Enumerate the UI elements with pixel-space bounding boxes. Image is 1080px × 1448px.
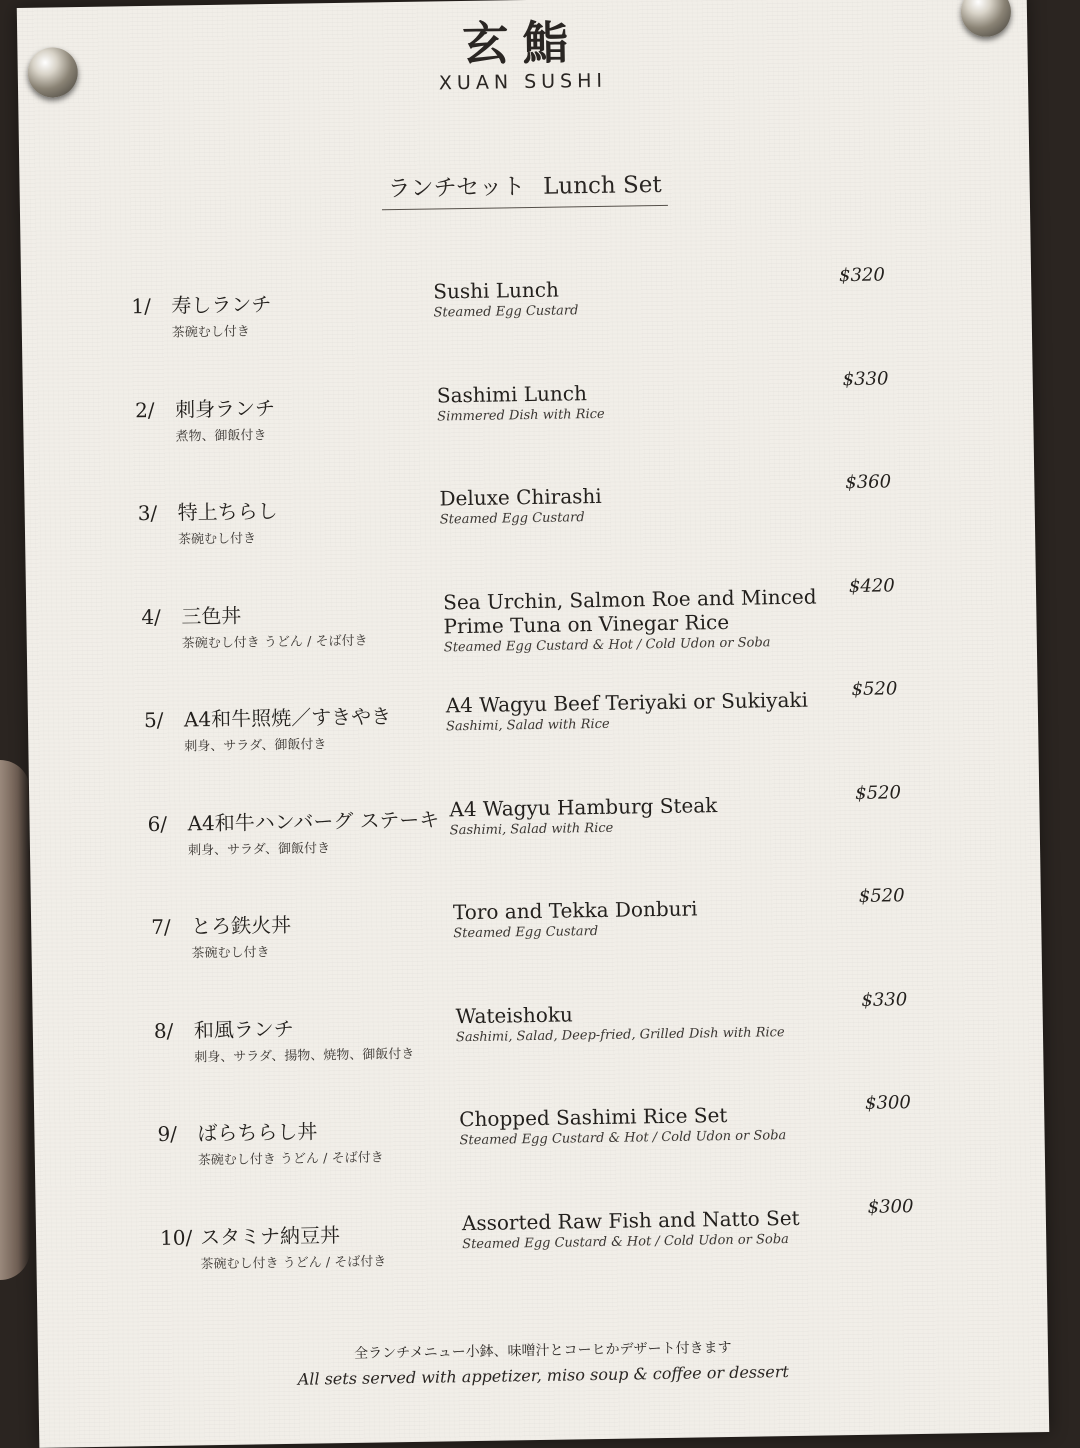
item-description-en: Steamed Egg Custard	[453, 924, 599, 942]
item-description-jp: 煮物、御飯付き	[175, 428, 267, 445]
item-name-jp: スタミナ納豆丼	[199, 1223, 341, 1250]
item-name-en-text: Sashimi Lunch	[436, 381, 588, 408]
item-description-en: Steamed Egg Custard & Hot / Cold Udon or Soba	[462, 1232, 789, 1253]
item-name-en	[437, 377, 828, 425]
item-description-en: Steamed Egg Custard	[439, 510, 585, 528]
item-name-en-text: A4 Wagyu Beef Teriyaki or Sukiyaki	[445, 687, 809, 718]
item-number: 10/	[159, 1225, 193, 1250]
item-description-jp: 茶碗むし付き	[171, 324, 251, 341]
item-name-jp: ばらちらし丼	[197, 1119, 318, 1146]
item-name-jp: 和風ランチ	[193, 1016, 295, 1043]
menu-item	[26, 573, 1037, 669]
item-description-jp: 茶碗むし付き うどん / そば付き	[200, 1254, 387, 1273]
item-description-en: Steamed Egg Custard & Hot / Cold Udon or Soba	[443, 635, 771, 656]
section-title-jp: ランチセット	[387, 174, 526, 203]
item-description-jp: 茶碗むし付き	[178, 531, 257, 548]
menu-item	[27, 676, 1038, 772]
item-description-en: Simmered Dish with Rice	[437, 406, 605, 425]
item-description-en: Sashimi, Salad with Rice	[449, 820, 614, 839]
item-name-en	[449, 791, 840, 839]
item-name-jp: A4和牛ハンバーグ ステーキ	[187, 807, 440, 836]
item-price: $520	[855, 782, 902, 804]
item-name-jp: A4和牛照焼／すきやき	[183, 704, 392, 732]
item-name-jp: 特上ちらし	[177, 498, 278, 525]
item-name-jp: とろ鉄火丼	[191, 912, 292, 939]
item-number: 9/	[157, 1121, 178, 1146]
item-name-en-text: Deluxe Chirashi	[439, 483, 602, 511]
menu-footer	[38, 1332, 1049, 1393]
item-description-jp: 茶碗むし付き うどん / そば付き	[197, 1150, 384, 1169]
item-name-jp: 刺身ランチ	[174, 396, 276, 422]
item-number: 4/	[141, 604, 161, 630]
menu-item	[34, 1090, 1045, 1186]
item-name-en	[446, 687, 837, 735]
item-number: 8/	[153, 1018, 174, 1043]
item-price: $420	[848, 575, 895, 598]
menu-item	[29, 780, 1040, 876]
item-price: $330	[861, 989, 908, 1011]
item-name-en-text: Toro and Tekka Donburi	[452, 896, 698, 925]
item-name-en	[459, 1101, 850, 1149]
menu-item	[21, 262, 1032, 358]
item-number: 2/	[134, 397, 155, 423]
item-name-en	[453, 894, 844, 942]
item-description-jp: 茶碗むし付き うどん / そば付き	[181, 633, 368, 652]
item-name-en	[439, 480, 830, 528]
menu-item	[32, 987, 1043, 1083]
menu-item	[31, 883, 1042, 979]
item-number: 7/	[151, 914, 171, 940]
item-description-jp: 茶碗むし付き	[191, 945, 270, 962]
item-name-en	[455, 998, 846, 1046]
item-description-en: Steamed Egg Custard & Hot / Cold Udon or Soba	[459, 1128, 787, 1149]
item-name-en-text: Sea Urchin, Salmon Roe and Minced Prime Tuna on Vinegar Rice	[442, 584, 817, 639]
item-name-en	[433, 273, 824, 321]
item-price: $300	[864, 1092, 912, 1114]
item-name-en	[462, 1205, 853, 1253]
menu-item	[23, 366, 1034, 462]
item-price: $520	[858, 885, 905, 907]
item-name-en	[443, 584, 834, 656]
menu-item	[24, 469, 1035, 565]
item-number: 5/	[143, 707, 164, 733]
menu-item	[36, 1194, 1047, 1290]
item-price: $320	[838, 264, 886, 287]
logo-english: XUAN SUSHI	[438, 69, 608, 94]
menu-paper	[17, 0, 1049, 1448]
item-number: 6/	[147, 811, 168, 837]
background-hand	[0, 760, 30, 1280]
item-price: $360	[845, 471, 892, 494]
item-description-en: Steamed Egg Custard	[433, 303, 579, 321]
item-number: 3/	[137, 500, 158, 526]
logo-kanji: 玄鮨	[461, 15, 583, 72]
item-price: $520	[851, 678, 898, 700]
item-name-en-text: Chopped Sashimi Rice Set	[459, 1102, 728, 1132]
item-name-jp: 三色丼	[181, 603, 242, 629]
item-name-en-text: Assorted Raw Fish and Natto Set	[461, 1205, 800, 1236]
section-title	[19, 160, 1030, 216]
restaurant-logo	[17, 10, 1028, 100]
item-description-en: Sashimi, Salad, Deep-fried, Grilled Dish with Rice	[455, 1025, 785, 1046]
footer-note-jp: 全ランチメニュー小鉢、味噌汁とコーヒかデザート付きます	[354, 1339, 732, 1362]
item-name-en-text: Sushi Lunch	[433, 277, 560, 304]
item-description-jp: 刺身、サラダ、揚物、焼物、御飯付き	[194, 1046, 415, 1066]
item-name-jp: 寿しランチ	[171, 292, 272, 318]
item-description-jp: 刺身、サラダ、御飯付き	[184, 737, 327, 755]
item-name-en-text: Wateishoku	[455, 1002, 574, 1029]
menu-list	[21, 262, 1031, 1273]
item-price: $330	[842, 368, 889, 391]
footer-note-en: All sets served with appetizer, miso soup & coffee or dessert	[297, 1362, 789, 1389]
item-number: 1/	[131, 293, 152, 319]
item-description-en: Sashimi, Salad with Rice	[445, 716, 610, 735]
section-title-en: Lunch Set	[542, 171, 662, 200]
item-description-jp: 刺身、サラダ、御飯付き	[187, 841, 331, 859]
item-name-en-text: A4 Wagyu Hamburg Steak	[449, 793, 718, 822]
item-price: $300	[867, 1196, 914, 1218]
